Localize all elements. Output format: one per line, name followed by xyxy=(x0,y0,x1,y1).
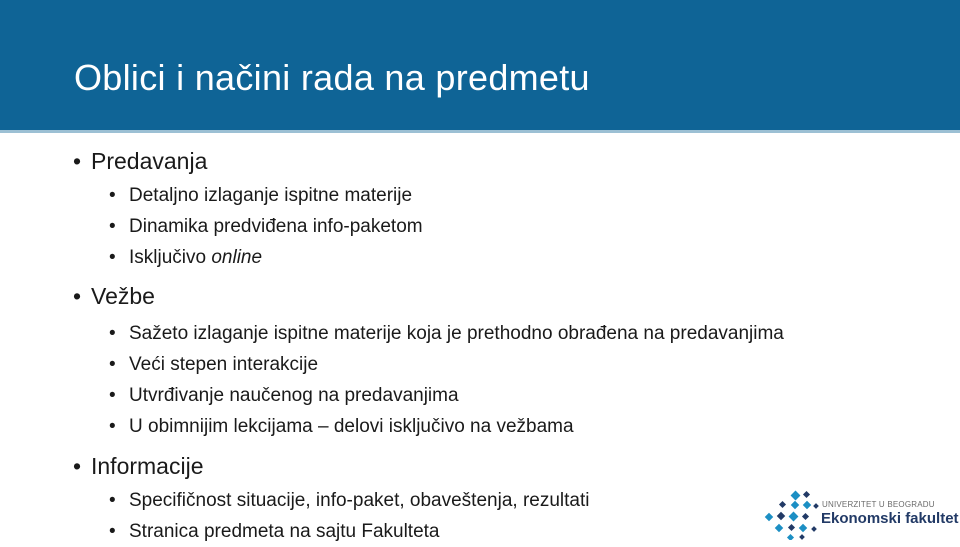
slide-content xyxy=(73,144,933,547)
sub-bullet-text: Utvrđivanje naučenog na predavanjima xyxy=(129,385,459,406)
logo-square xyxy=(802,513,809,520)
logo-square xyxy=(777,512,785,520)
logo-mark-icon xyxy=(760,488,820,540)
title-bar-rule xyxy=(0,130,960,133)
sub-bullet xyxy=(73,380,933,411)
sub-bullet-text xyxy=(129,242,262,273)
sub-bullet-text: Specifičnost situacije, info-paket, obaveštenja, rezultati xyxy=(129,490,590,511)
logo-square xyxy=(788,524,795,531)
sub-bullet-text: Stranica predmeta na sajtu Fakulteta xyxy=(129,521,440,542)
bullet-marker: • xyxy=(109,247,116,268)
logo-square xyxy=(787,534,794,540)
logo-square xyxy=(803,501,811,509)
logo-square xyxy=(791,501,799,509)
sub-bullet-list xyxy=(73,180,933,273)
logo-square xyxy=(803,491,810,498)
sub-bullet-text: Veći stepen interakcije xyxy=(129,354,319,375)
bullet-predavanja xyxy=(73,144,933,178)
bullet-marker: • xyxy=(73,283,82,309)
logo-university-text: UNIVERZITET U BEOGRADU xyxy=(822,500,935,509)
bullet-marker: • xyxy=(109,185,116,206)
logo-square xyxy=(765,513,773,521)
logo-square xyxy=(779,501,786,508)
bullet-marker: • xyxy=(109,521,116,542)
bullet-marker: • xyxy=(109,385,116,406)
slide-title: Oblici i načini rada na predmetu xyxy=(74,57,590,98)
sub-bullet xyxy=(73,211,933,242)
sub-bullet-text: Dinamika predviđena info-paketom xyxy=(129,216,423,237)
section-heading: Informacije xyxy=(91,453,204,479)
logo-square xyxy=(811,526,817,532)
bullet-marker: • xyxy=(73,453,82,479)
bullet-marker: • xyxy=(109,216,116,237)
sub-bullet-text-plain: Isključivo xyxy=(129,247,212,268)
sub-bullet-text-emphasis: online xyxy=(211,247,263,268)
bullet-marker: • xyxy=(73,148,82,174)
logo-square xyxy=(775,524,783,532)
sub-bullet-text: Detaljno izlaganje ispitne materije xyxy=(129,185,413,206)
sub-bullet xyxy=(73,242,933,273)
logo-square xyxy=(799,534,805,540)
sub-bullet xyxy=(73,411,933,442)
faculty-logo xyxy=(760,488,960,540)
bullet-informacije xyxy=(73,449,933,483)
sub-bullet-list xyxy=(73,318,933,442)
sub-bullet-text: Sažeto izlaganje ispitne materije koja je prethodno obrađena na predavanjima xyxy=(129,323,784,344)
logo-faculty-text: Ekonomski fakultet xyxy=(821,510,959,527)
bullet-marker: • xyxy=(109,416,116,437)
bullet-marker: • xyxy=(109,490,116,511)
section-heading: Vežbe xyxy=(91,283,155,309)
sub-bullet-text: U obimnijim lekcijama – delovi isključivo na vežbama xyxy=(129,416,574,437)
section-heading: Predavanja xyxy=(91,148,208,174)
sub-bullet xyxy=(73,180,933,211)
bullet-vezbe xyxy=(73,279,933,313)
logo-square xyxy=(791,491,801,501)
bullet-marker: • xyxy=(109,323,116,344)
sub-bullet xyxy=(73,349,933,380)
logo-square xyxy=(799,524,807,532)
bullet-marker: • xyxy=(109,354,116,375)
logo-square xyxy=(789,512,799,522)
logo-square xyxy=(813,503,819,509)
sub-bullet xyxy=(73,318,933,349)
